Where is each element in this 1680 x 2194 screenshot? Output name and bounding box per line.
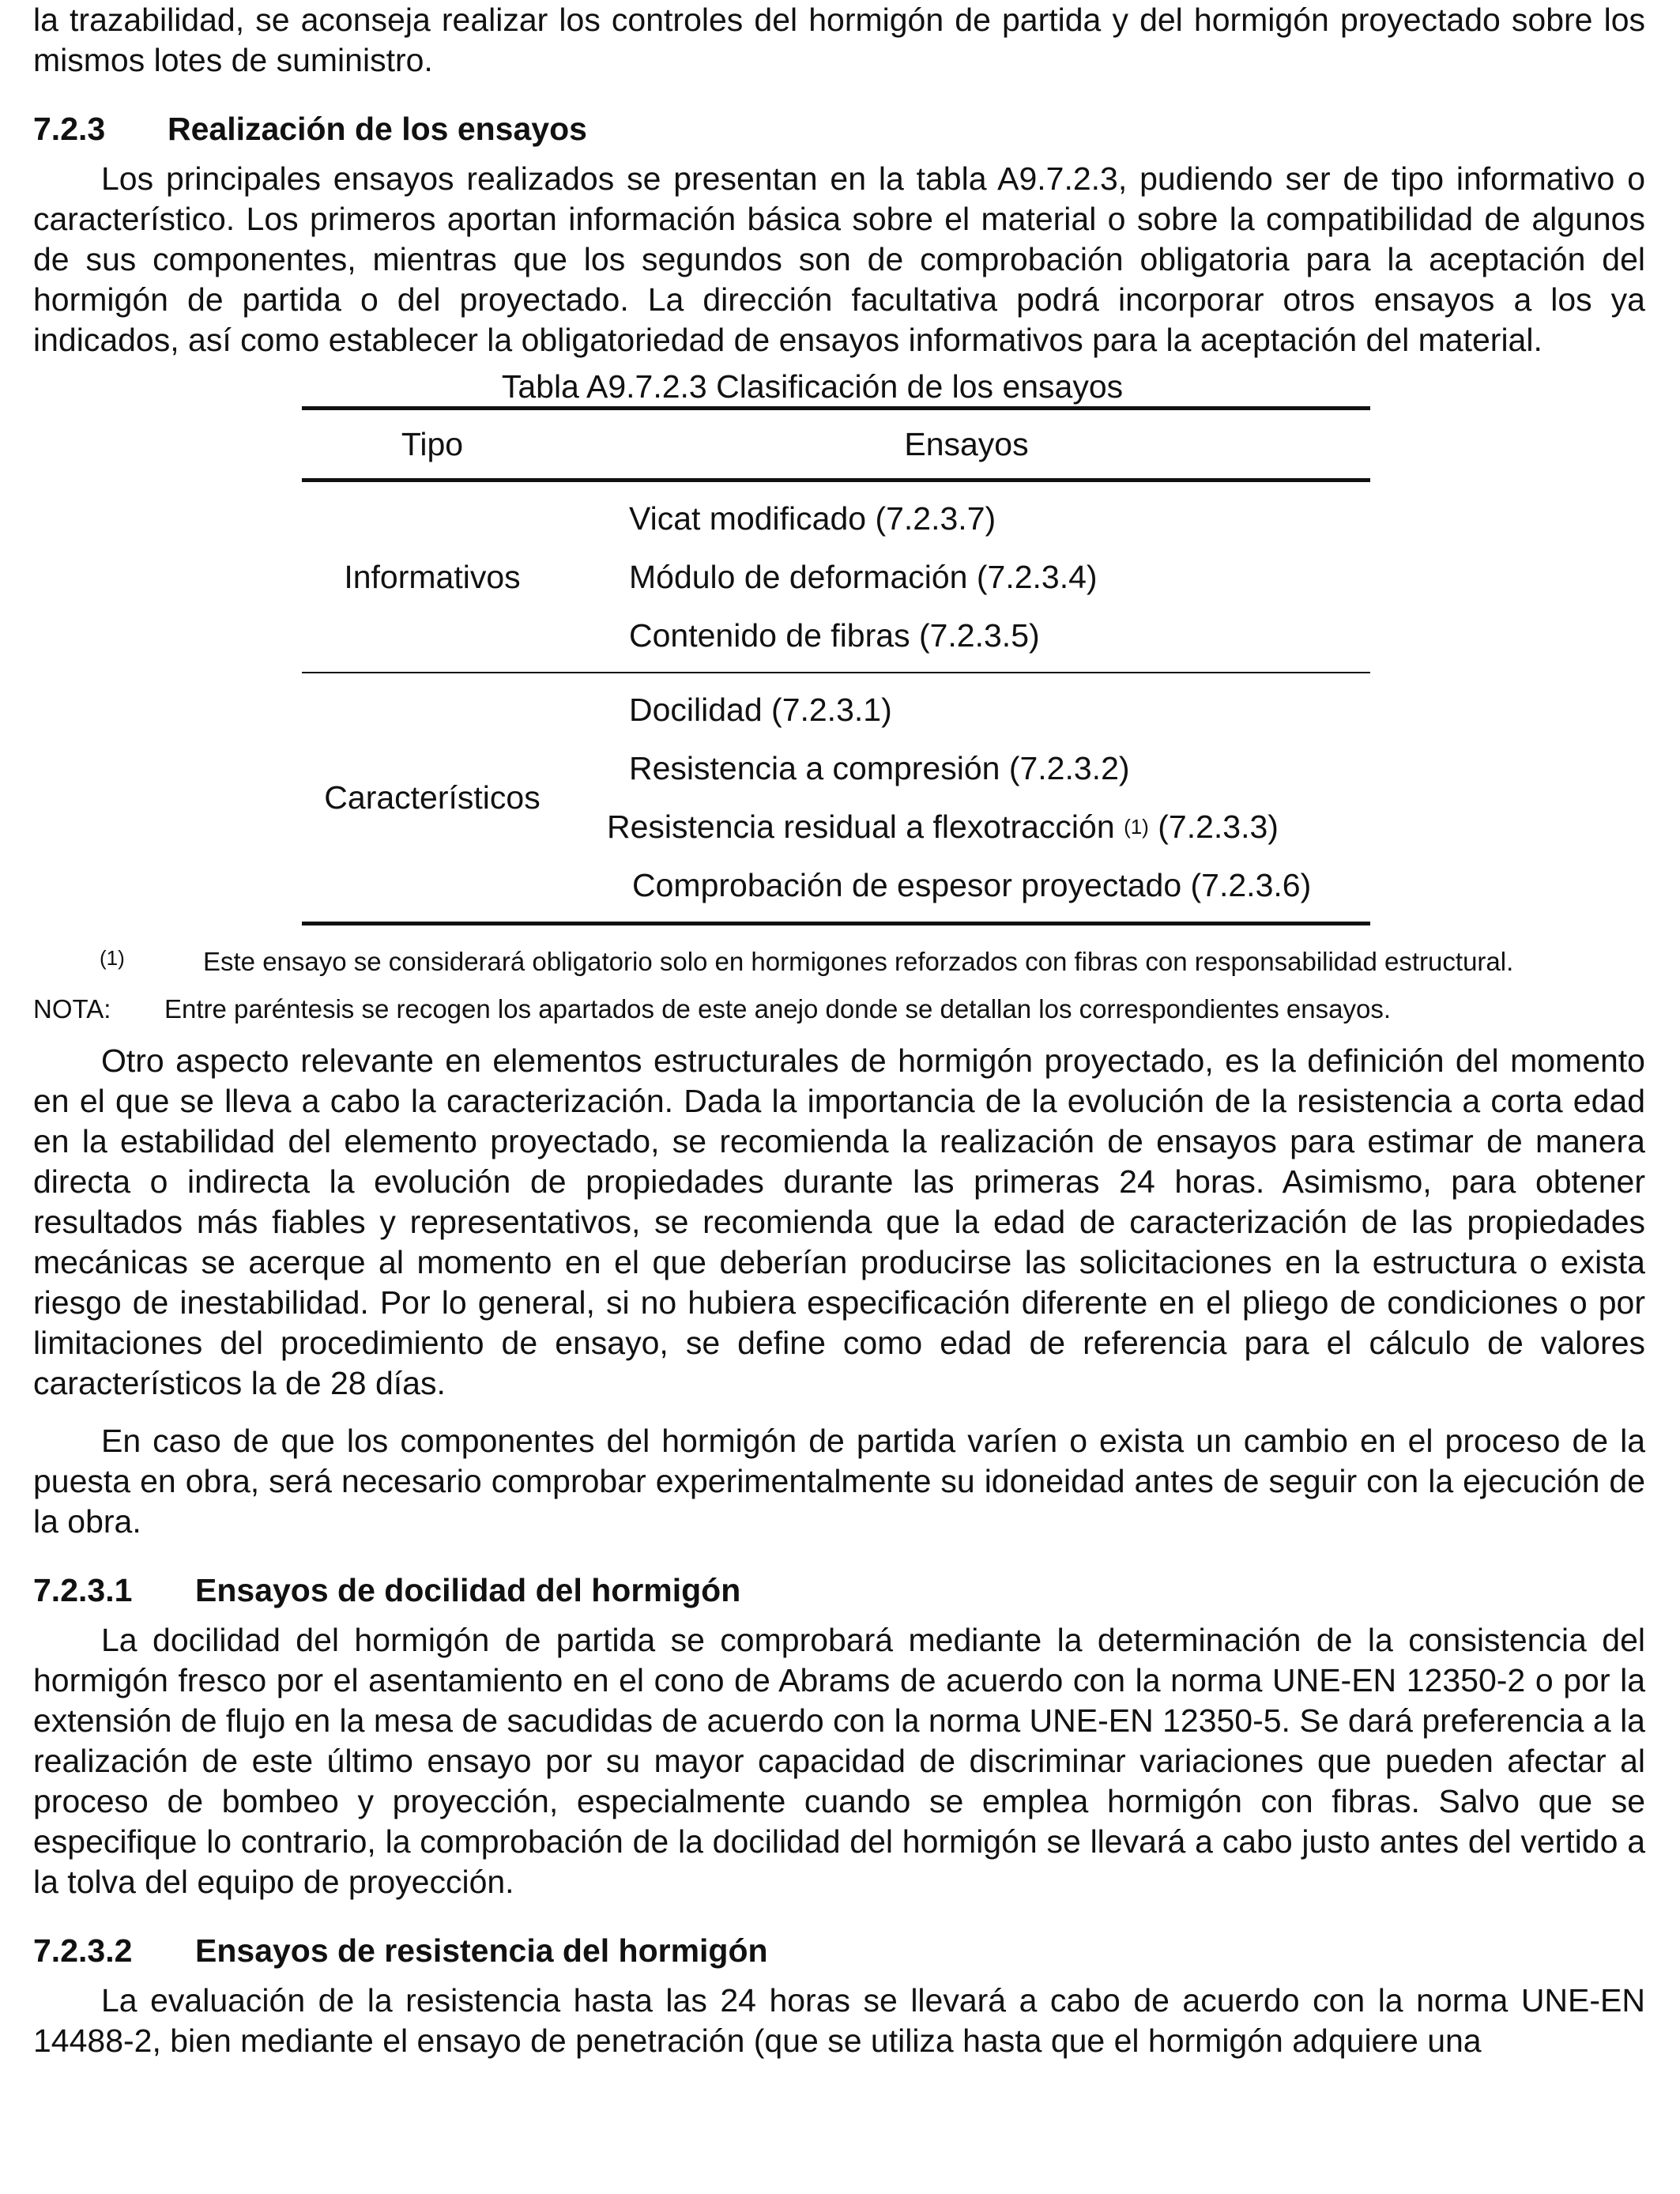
paragraph-docilidad: La docilidad del hormigón de partida se comprobará mediante la determinación de la consistencia del hormigón fresco por el asentamiento en el cono de Abrams de acuerdo con la norma UNE-EN 12350-2 o por la extensión de flujo en la mesa de sacudidas de acuerdo con la norma UNE-EN 12350-5. Se dará preferencia a la realización de este último ensayo por su mayor capacidad de discriminar variaciones que pueden afectar al proceso de bombeo y proyección, especialmente cuando se emplea hormigón con fibras. Salvo que se especifique lo contrario, la comprobación de la docilidad del hormigón se llevará a cabo justo antes del vertido a la tolva del equipo de proyección. <box>33 1622 1645 1900</box>
ensayo-text: Resistencia residual a flexotracción <box>607 808 1115 845</box>
paragraph-ensayos-intro: Los principales ensayos realizados se presentan en la tabla A9.7.2.3, pudiendo ser de tipo informativo o característico. Los primeros aportan información básica sobre el material o sobre la compatibilidad de algunos de sus componentes, mientras que los segundos son de comprobación obligatoria para la aceptación del hormigón de partida o del proyectado. La dirección facultativa podrá incorporar otros ensayos a los ya indicados, así como establecer la obligatoriedad de ensayos informativos para la aceptación del material. <box>33 160 1645 358</box>
table-header-ensayos: Ensayos <box>904 425 1029 462</box>
table-cell-ensayo: Vicat modificado (7.2.3.7) <box>629 499 996 537</box>
table-group-informativos <box>302 482 1370 673</box>
table-header-tipo: Tipo <box>401 425 464 462</box>
heading-title: Ensayos de resistencia del hormigón <box>195 1932 768 1969</box>
table-cell-ensayo: Contenido de fibras (7.2.3.5) <box>629 616 1040 654</box>
classification-table <box>302 367 1370 925</box>
table-cell-ensayo-with-footnote: Resistencia residual a flexotracción (1) (7.2.3.3) <box>563 797 1370 856</box>
heading-number: 7.2.3 <box>33 111 106 147</box>
nota <box>33 993 1645 1025</box>
table-header-row <box>302 406 1370 482</box>
table-caption: Tabla A9.7.2.3 Clasificación de los ensayos <box>501 368 1124 405</box>
table-notes <box>33 946 1645 1025</box>
heading-title: Ensayos de docilidad del hormigón <box>195 1572 741 1608</box>
heading-title: Realización de los ensayos <box>168 111 587 147</box>
paragraph-cambio-componentes: En caso de que los componentes del hormigón de partida varíen o exista un cambio en el proceso de la puesta en obra, será necesario comprobar experimentalmente su idoneidad antes de seguir con la ejecución de la obra. <box>33 1423 1645 1540</box>
table-cell-tipo: Informativos <box>344 558 521 595</box>
table-cell-ensayo: Comprobación de espesor proyectado (7.2.3.6) <box>632 866 1312 903</box>
heading-7-2-3 <box>33 109 1645 149</box>
footnote-1 <box>33 946 1645 978</box>
heading-number: 7.2.3.1 <box>33 1572 133 1608</box>
table-cell-tipo: Característicos <box>324 778 541 816</box>
nota-key: NOTA: <box>33 994 111 1023</box>
heading-number: 7.2.3.2 <box>33 1932 133 1969</box>
ensayo-ref: (7.2.3.3) <box>1148 808 1279 845</box>
table-group-caracteristicos <box>302 673 1370 925</box>
heading-7-2-3-2 <box>33 1931 1645 1971</box>
table-cell-ensayo: Docilidad (7.2.3.1) <box>629 691 892 728</box>
nota-text: Entre paréntesis se recogen los apartados de este anejo donde se detallan los correspondientes ensayos. <box>164 994 1392 1023</box>
heading-7-2-3-1 <box>33 1570 1645 1611</box>
table-cell-ensayo: Resistencia a compresión (7.2.3.2) <box>629 749 1130 786</box>
table-cell-ensayo: Módulo de deformación (7.2.3.4) <box>629 558 1098 595</box>
footnote-text: Este ensayo se considerará obligatorio solo en hormigones reforzados con fibras con responsabilidad estructural. <box>203 947 1514 976</box>
paragraph-resistencia: La evaluación de la resistencia hasta las 24 horas se llevará a cabo de acuerdo con la norma UNE-EN 14488-2, bien mediante el ensayo de penetración (que se utiliza hasta que el hormigón adquiere una <box>33 1982 1645 2059</box>
paragraph-intro: la trazabilidad, se aconseja realizar los controles del hormigón de partida y del hormigón proyectado sobre los mismos lotes de suministro. <box>33 2 1645 78</box>
footnote-key: (1) <box>100 946 125 970</box>
paragraph-caracterizacion: Otro aspecto relevante en elementos estructurales de hormigón proyectado, es la definición del momento en el que se lleva a cabo la caracterización. Dada la importancia de la evolución de la resistencia a corta edad en la estabilidad del elemento proyectado, se recomienda la realización de ensayos para estimar de manera directa o indirecta la evolución de propiedades durante las primeras 24 horas. Asimismo, para obtener resultados más fiables y representativos, se recomienda que la edad de caracterización de las propiedades mecánicas se acerque al momento en el que deberían producirse las solicitaciones en la estructura o exista riesgo de inestabilidad. Por lo general, si no hubiera especificación diferente en el pliego de condiciones o por limitaciones del procedimiento de ensayo, se define como edad de referencia para el cálculo de valores característicos la de 28 días. <box>33 1042 1645 1401</box>
